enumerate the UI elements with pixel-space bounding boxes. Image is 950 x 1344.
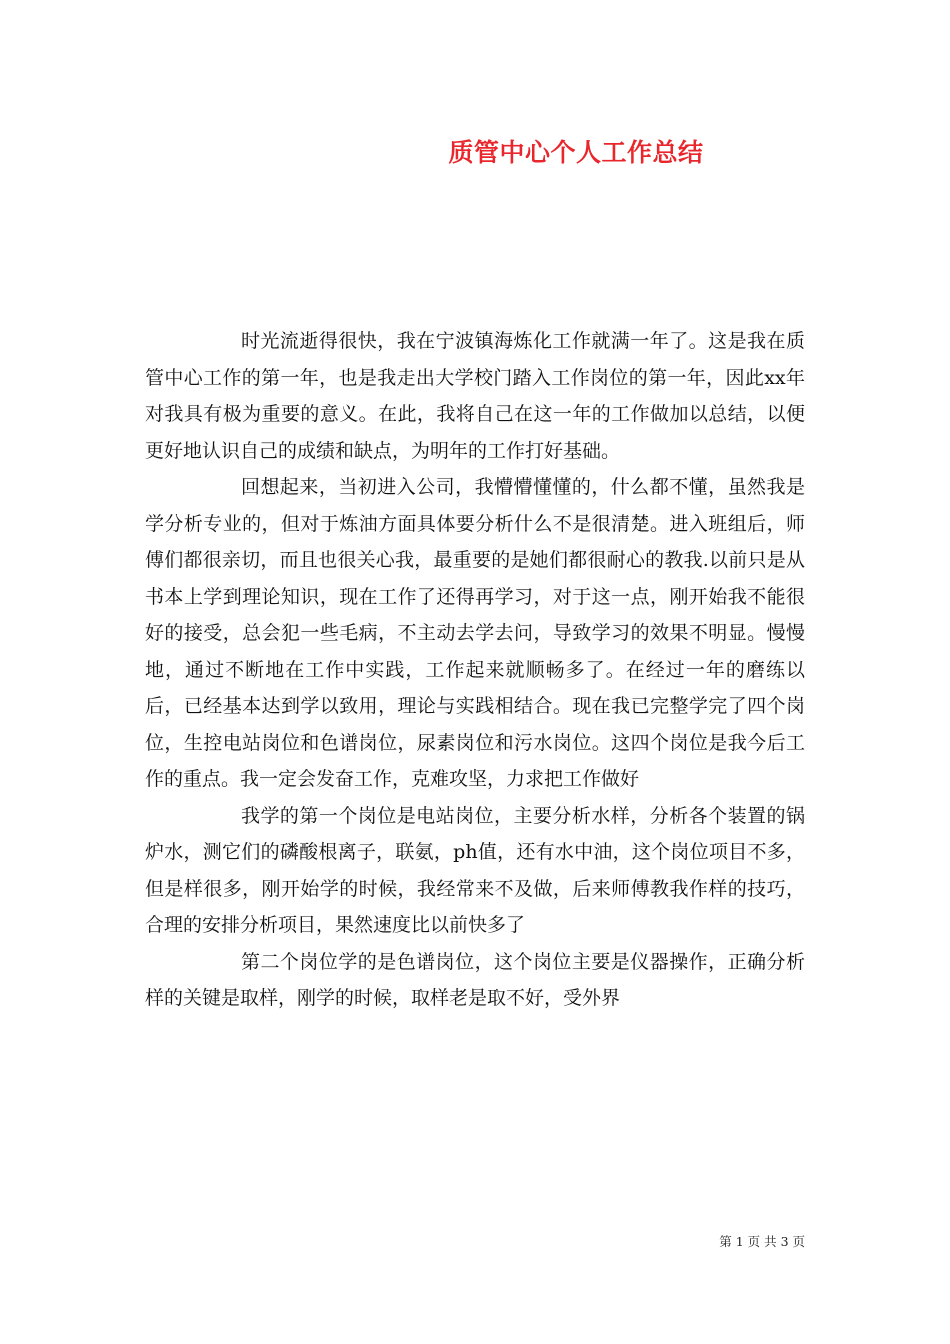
document-title: 质管中心个人工作总结 [448, 138, 704, 167]
document-body [145, 323, 805, 1017]
paragraph: 回想起来，当初进入公司，我懵懵懂懂的，什么都不懂，虽然我是学分析专业的，但对于炼油方面具体要分析什么不是很清楚。进入班组后，师傅们都很亲切，而且也很关心我，最重要的是她们都很耐心的教我.以前只是从书本上学到理论知识，现在工作了还得再学习，对于这一点，刚开始我不能很好的接受，总会犯一些毛病，不主动去学去问，导致学习的效果不明显。慢慢地，通过不断地在工作中实践，工作起来就顺畅多了。在经过一年的磨练以后，已经基本达到学以致用，理论与实践相结合。现在我已完整学完了四个岗位，生控电站岗位和色谱岗位，尿素岗位和污水岗位。这四个岗位是我今后工作的重点。我一定会发奋工作，克难攻坚，力求把工作做好 [145, 476, 805, 790]
paragraph: 第二个岗位学的是色谱岗位，这个岗位主要是仪器操作，正确分析样的关键是取样，刚学的时候，取样老是取不好，受外界 [145, 950, 805, 1009]
page-number-footer: 第 1 页 共 3 页 [719, 1234, 805, 1249]
paragraph: 时光流逝得很快，我在宁波镇海炼化工作就满一年了。这是我在质管中心工作的第一年，也是我走出大学校门踏入工作岗位的第一年，因此xx年对我具有极为重要的意义。在此，我将自己在这一年的工作做加以总结，以便更好地认识自己的成绩和缺点，为明年的工作打好基础。 [145, 330, 805, 462]
paragraph: 我学的第一个岗位是电站岗位，主要分析水样，分析各个装置的锅炉水，测它们的磷酸根离子，联氨，ph值，还有水中油，这个岗位项目不多，但是样很多，刚开始学的时候，我经常来不及做，后来师傅教我作样的技巧，合理的安排分析项目，果然速度比以前快多了 [145, 804, 805, 936]
